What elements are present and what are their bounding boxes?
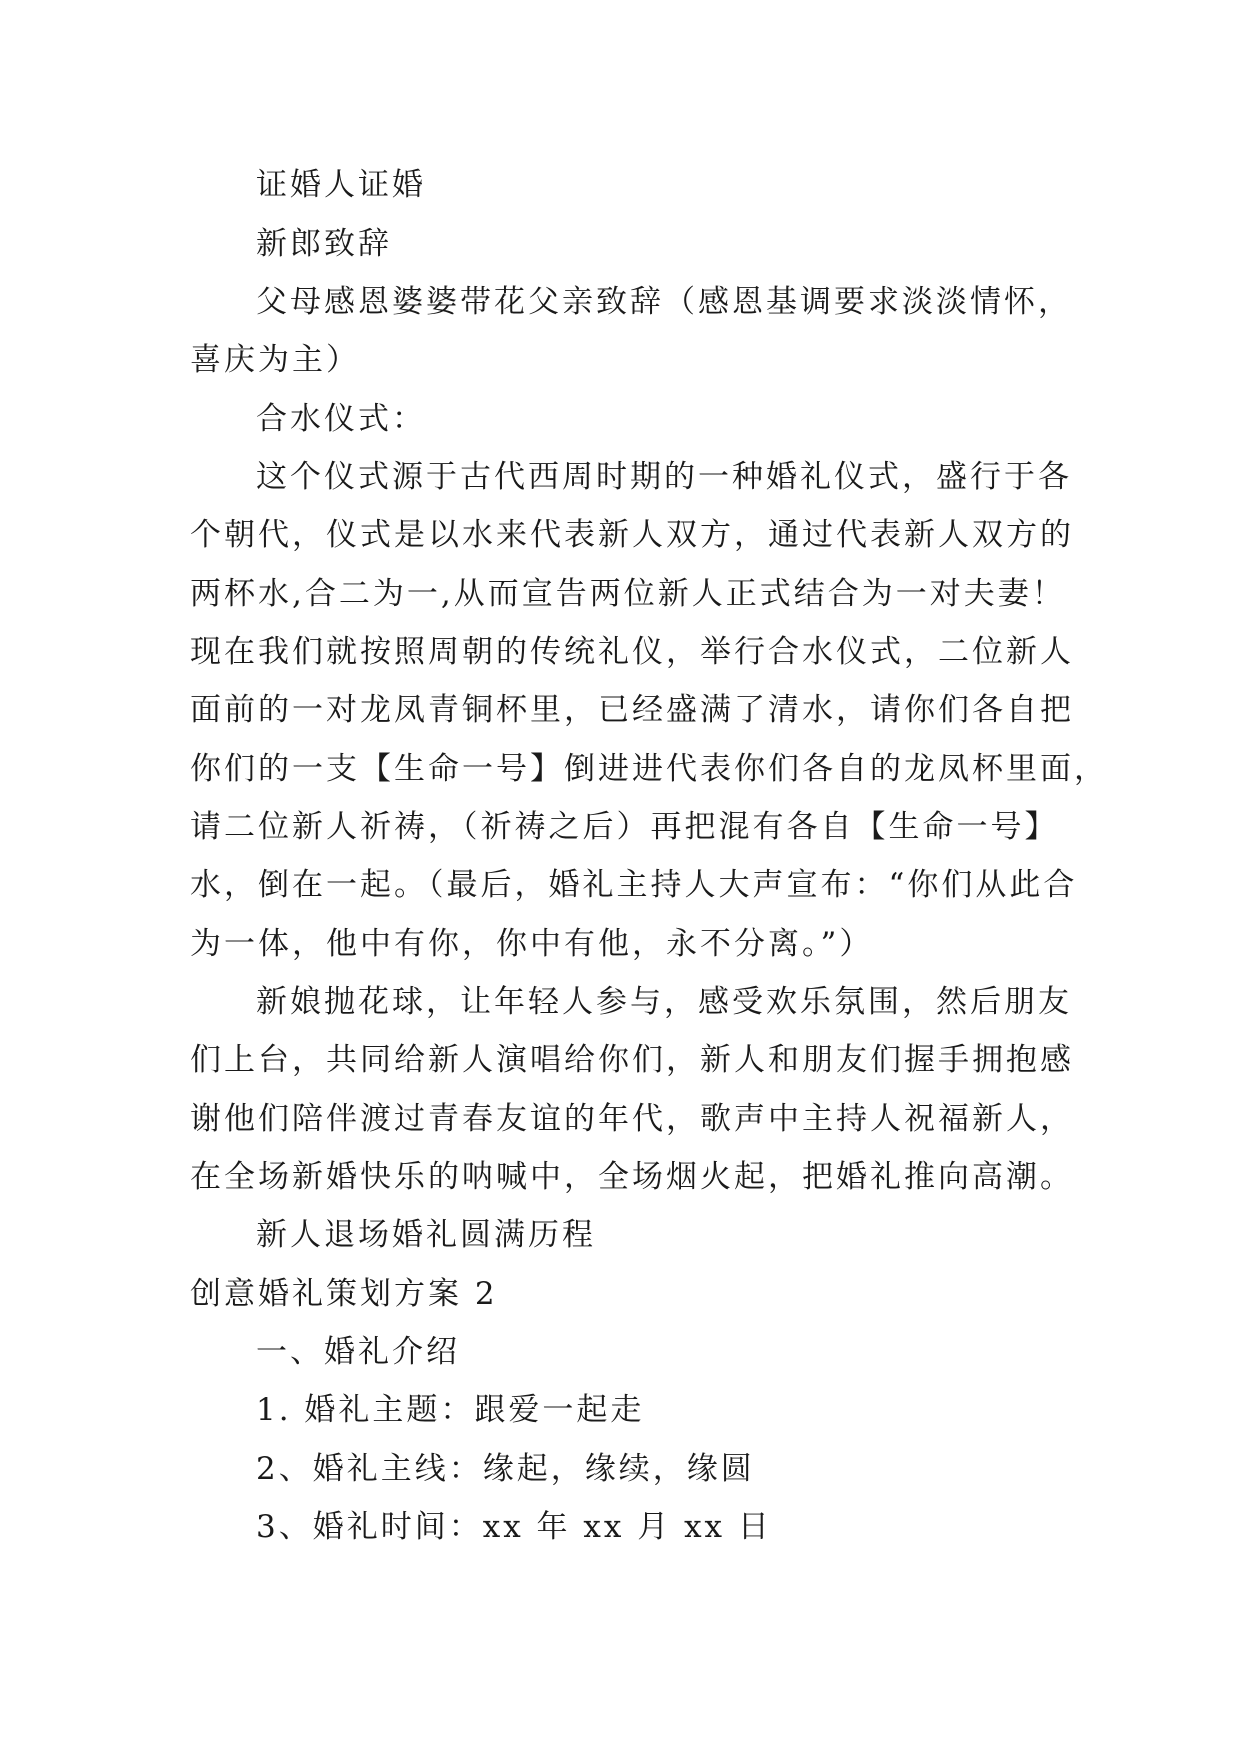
paragraph-line: 新娘抛花球，让年轻人参与，感受欢乐氛围，然后朋友: [256, 984, 1072, 1020]
paragraph-line: 为一体，他中有你，你中有他，永不分离。”）: [190, 926, 874, 962]
paragraph-line: 合水仪式：: [256, 401, 426, 437]
paragraph-line: 两杯水,合二为一,从而宣告两位新人正式结合为一对夫妻！: [190, 576, 1066, 612]
paragraph-line: 在全场新婚快乐的呐喊中，全场烟火起，把婚礼推向高潮。: [190, 1159, 1074, 1195]
paragraph-line: 现在我们就按照周朝的传统礼仪，举行合水仪式，二位新人: [190, 634, 1074, 670]
paragraph-line: 请二位新人祈祷，（祈祷之后）再把混有各自【生命一号】: [190, 809, 1059, 845]
paragraph-line: 水，倒在一起。（最后，婚礼主持人大声宣布：“你们从此合: [190, 867, 1078, 903]
paragraph-line: 喜庆为主）: [190, 342, 360, 378]
paragraph-line: 谢他们陪伴渡过青春友谊的年代，歌声中主持人祝福新人，: [190, 1101, 1074, 1137]
paragraph-line: 新郎致辞: [256, 226, 392, 262]
paragraph-line: 这个仪式源于古代西周时期的一种婚礼仪式，盛行于各: [256, 459, 1072, 495]
paragraph-line: 面前的一对龙凤青铜杯里，已经盛满了清水，请你们各自把: [190, 692, 1074, 728]
paragraph-line: 个朝代，仪式是以水来代表新人双方，通过代表新人双方的: [190, 517, 1074, 553]
list-item: 1. 婚礼主题：跟爱一起走: [256, 1392, 645, 1428]
paragraph-line: 新人退场婚礼圆满历程: [256, 1217, 596, 1253]
paragraph-line: 证婚人证婚: [256, 167, 426, 203]
list-item: 3、婚礼时间：xx 年 xx 月 xx 日: [256, 1509, 772, 1545]
section-title: 创意婚礼策划方案 2: [190, 1276, 498, 1312]
paragraph-line: 们上台，共同给新人演唱给你们，新人和朋友们握手拥抱感: [190, 1042, 1074, 1078]
paragraph-line: 父母感恩婆婆带花父亲致辞（感恩基调要求淡淡情怀，: [256, 284, 1072, 320]
section-heading: 一、婚礼介绍: [256, 1334, 460, 1370]
list-item: 2、婚礼主线：缘起，缘续，缘圆: [256, 1451, 755, 1487]
paragraph-line: 你们的一支【生命一号】倒进进代表你们各自的龙凤杯里面，: [190, 751, 1108, 787]
